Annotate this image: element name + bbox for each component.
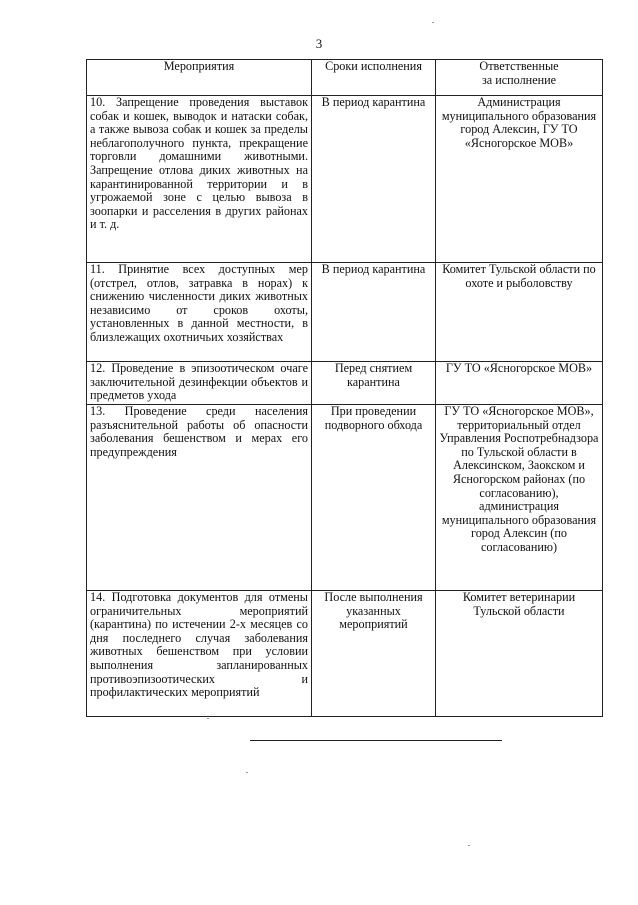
deadline-cell: В период карантина — [312, 96, 436, 263]
measures-table — [86, 59, 603, 717]
header-responsible — [436, 60, 603, 96]
table-row — [87, 362, 603, 405]
table-row — [87, 405, 603, 591]
measure-cell: 10. Запрещение проведения выставок собак и кошек, выводок и натаски собак, а также вывоза собак и кошек за пределы неблагополучного пункта, прекращение торговли домашними животными. Запрещение отлова диких животных на карантинированной территории и в угрожаемой зоне с целью вывоза в зоопарки и расселения в других районах и т. д. — [87, 96, 312, 263]
scan-speck — [207, 718, 209, 719]
measure-cell: 14. Подготовка документов для отмены ограничительных мероприятий (карантина) по истечении 2-х месяцев со дня последнего случая заболевания животных бешенством при условии выполнения запланированных противоэпизоотических и профилактических мероприятий — [87, 591, 312, 717]
scan-speck — [246, 772, 248, 773]
deadline-cell: В период карантина — [312, 263, 436, 362]
page-number: 3 — [315, 36, 323, 51]
end-of-document-rule — [250, 740, 502, 741]
measure-cell: 13. Проведение среди населения разъяснительной работы об опасности заболевания бешенством и мерах его предупреждения — [87, 405, 312, 591]
scan-speck — [468, 845, 470, 846]
header-responsible-line2: за исполнение — [481, 72, 557, 87]
measure-cell: 11. Принятие всех доступных мер (отстрел, отлов, затравка в норах) к снижению численности диких животных независимо от сроков охоты, установленных в данной местности, в близлежащих охотничьих хозяйствах — [87, 263, 312, 362]
measure-cell: 12. Проведение в эпизоотическом очаге заключительной дезинфекции объектов и предметов ухода — [87, 362, 312, 405]
header-deadlines: Сроки исполнения — [312, 60, 436, 96]
responsible-cell: Администрация муниципального образования город Алексин, ГУ ТО «Ясногорское МОВ» — [436, 96, 603, 263]
responsible-cell: Комитет Тульской области по охоте и рыболовству — [436, 263, 603, 362]
responsible-cell: Комитет ветеринарии Тульской области — [436, 591, 603, 717]
table-row — [87, 591, 603, 717]
deadline-cell: Перед снятием карантина — [312, 362, 436, 405]
header-measures: Мероприятия — [87, 60, 312, 96]
table-header-row — [87, 60, 603, 96]
header-responsible-line1: Ответственные — [479, 59, 559, 73]
responsible-cell: ГУ ТО «Ясногорское МОВ», территориальный отдел Управления Роспотребнадзора по Тульской области в Алексинском, Заокском и Ясногорском районах (по согласованию), администрация муниципального образования город Алексин (по согласованию) — [436, 405, 603, 591]
deadline-cell: При проведении подворного обхода — [312, 405, 436, 591]
responsible-cell: ГУ ТО «Ясногорское МОВ» — [436, 362, 603, 405]
table-row — [87, 96, 603, 263]
table-row — [87, 263, 603, 362]
scan-speck — [432, 22, 434, 23]
deadline-cell: После выполнения указанных мероприятий — [312, 591, 436, 717]
